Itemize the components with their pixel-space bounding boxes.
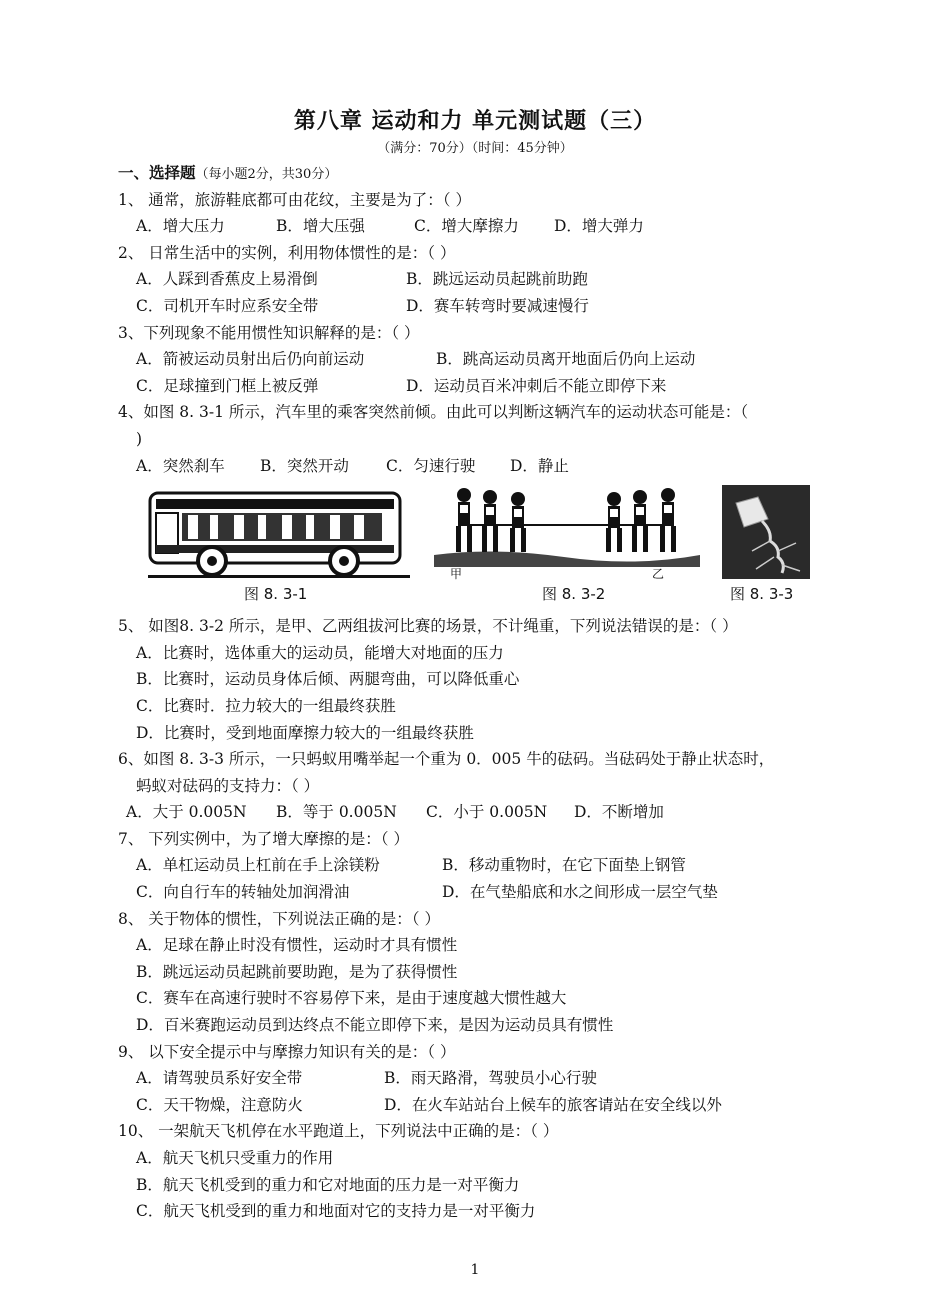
option-a: A．增大压力 (136, 217, 225, 236)
question-6-stem-cont: 蚂蚁对砝码的支持力：（ ） (136, 776, 320, 795)
option-c: C．赛车在高速行驶时不容易停下来，是由于速度越大惯性越大 (136, 989, 567, 1008)
option-a: A．大于 0.005N (126, 803, 247, 822)
question-3-stem: 3、下列现象不能用惯性知识解释的是：（ ） (118, 323, 420, 342)
question-9-options-row2 (118, 1092, 838, 1119)
team-yi-label: 乙 (652, 567, 665, 582)
question-4-stem-cont: ) (136, 429, 143, 448)
section-label: 一、选择题 (118, 164, 196, 182)
option-d: D．百米赛跑运动员到达终点不能立即停下来，是因为运动员具有惯性 (136, 1016, 614, 1035)
option-b: B．雨天路滑，驾驶员小心行驶 (384, 1069, 597, 1088)
figure-ant (722, 485, 810, 604)
team-jia-label: 甲 (450, 567, 463, 582)
question-10-stem: 10、 一架航天飞机停在水平跑道上，下列说法中正确的是：（ ） (118, 1122, 559, 1141)
question-5-stem: 5、 如图8. 3-2 所示，是甲、乙两组拔河比赛的场景，不计绳重，下列说法错误的是：（ ） (118, 617, 738, 636)
option-c: C．小于 0.005N (426, 803, 548, 822)
question-4-stem: 4、如图 8. 3-1 所示，汽车里的乘客突然前倾。由此可以判断这辆汽车的运动状态可能是：（ (118, 403, 749, 422)
option-a: A．比赛时，选体重大的运动员，能增大对地面的压力 (136, 643, 504, 662)
option-c: C．司机开车时应系安全带 (136, 296, 319, 315)
option-c: C．匀速行驶 (386, 456, 476, 475)
bus-illustration (148, 485, 410, 581)
question-2-stem: 2、 日常生活中的实例，利用物体惯性的是：（ ） (118, 243, 456, 262)
question-6-options (118, 799, 838, 826)
option-d: D．赛车转弯时要减速慢行 (406, 296, 589, 315)
option-a: A．单杠运动员上杠前在手上涂镁粉 (136, 856, 380, 875)
option-c: C．增大摩擦力 (414, 217, 519, 236)
figure-2-caption: 图 8. 3-2 (542, 585, 606, 604)
page-subtitle: （满分：70分）（时间：45分钟） (377, 141, 573, 156)
ant-lifting-weight-illustration (722, 485, 810, 579)
question-7-options-row2 (118, 879, 838, 906)
question-3-options-row1 (118, 346, 838, 373)
tug-of-war-illustration (434, 485, 700, 577)
section-note: （每小题2分，共30分） (195, 167, 338, 182)
question-6-stem: 6、如图 8. 3-3 所示，一只蚂蚁用嘴举起一个重为 0．005 牛的砝码。当砝码处于静止状态时， (118, 750, 775, 769)
option-b: B．航天飞机受到的重力和它对地面的压力是一对平衡力 (136, 1175, 520, 1194)
figure-bus (148, 485, 410, 604)
question-2-options-row1 (118, 266, 838, 293)
question-7-options-row1 (118, 852, 838, 879)
option-a: A．突然刹车 (136, 456, 225, 475)
page-title: 第八章 运动和力 单元测试题（三） (293, 109, 657, 134)
option-d: D．静止 (510, 456, 569, 475)
option-d: D．比赛时，受到地面摩擦力较大的一组最终获胜 (136, 723, 474, 742)
option-a: A．请驾驶员系好安全带 (136, 1069, 303, 1088)
question-list (118, 160, 838, 1225)
option-b: B．比赛时，运动员身体后倾、两腿弯曲，可以降低重心 (136, 670, 520, 689)
question-2-options-row2 (118, 293, 838, 320)
figures-row (118, 485, 838, 607)
page-number: 1 (470, 1262, 480, 1278)
option-d: D．增大弹力 (554, 217, 644, 236)
question-1-options (118, 213, 838, 240)
option-a: A．足球在静止时没有惯性，运动时才具有惯性 (136, 936, 458, 955)
question-9-stem: 9、 以下安全提示中与摩擦力知识有关的是：（ ） (118, 1042, 456, 1061)
option-b: B．移动重物时，在它下面垫上钢管 (442, 856, 686, 875)
option-a: A．航天飞机只受重力的作用 (136, 1149, 334, 1167)
option-b: B．增大压强 (276, 217, 365, 236)
question-1-stem: 1、 通常，旅游鞋底都可由花纹，主要是为了：（ ） (118, 190, 471, 209)
option-b: B．跳高运动员离开地面后仍向上运动 (436, 350, 696, 369)
figure-3-caption: 图 8. 3-3 (730, 585, 794, 604)
figure-1-caption: 图 8. 3-1 (244, 585, 308, 604)
question-8-stem: 8、 关于物体的惯性，下列说法正确的是：（ ） (118, 909, 440, 928)
option-a: A．人踩到香蕉皮上易滑倒 (136, 270, 318, 289)
section-heading (118, 160, 838, 187)
option-b: B．跳远运动员起跳前助跑 (406, 270, 588, 289)
option-b: B．突然开动 (260, 456, 349, 475)
figure-tug-of-war (434, 485, 700, 604)
option-c: C．向自行车的转轴处加润滑油 (136, 883, 350, 902)
option-c: C．比赛时．拉力较大的一组最终获胜 (136, 696, 396, 715)
option-c: C．天干物燥，注意防火 (136, 1095, 303, 1114)
question-9-options-row1 (118, 1065, 838, 1092)
option-b: B．跳远运动员起跳前要助跑，是为了获得惯性 (136, 962, 458, 981)
option-d: D．在气垫船底和水之间形成一层空气垫 (442, 883, 718, 902)
option-a: A．箭被运动员射出后仍向前运动 (136, 350, 365, 369)
option-c: C．航天飞机受到的重力和地面对它的支持力是一对平衡力 (136, 1202, 536, 1221)
option-d: D．运动员百米冲刺后不能立即停下来 (406, 376, 667, 395)
option-d: D．不断增加 (574, 803, 664, 822)
question-4-options (118, 453, 838, 480)
question-3-options-row2 (118, 373, 838, 400)
question-7-stem: 7、 下列实例中，为了增大摩擦的是：（ ） (118, 829, 409, 848)
option-b: B．等于 0.005N (276, 803, 397, 822)
option-c: C．足球撞到门框上被反弹 (136, 376, 319, 395)
option-d: D．在火车站站台上候车的旅客请站在安全线以外 (384, 1095, 722, 1114)
